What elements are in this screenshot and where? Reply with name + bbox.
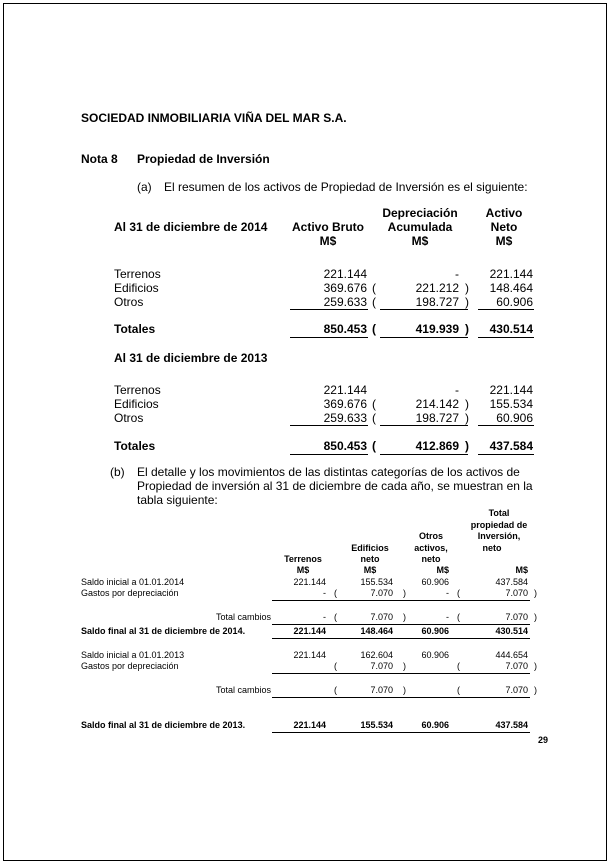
underline	[272, 732, 530, 733]
header-depreciacion-unit: M$	[411, 234, 429, 248]
otros-value: -	[446, 588, 449, 598]
totals-label: Totales	[114, 322, 156, 336]
underline	[272, 697, 530, 698]
note-number: Nota 8	[81, 152, 118, 166]
header-total-propiedad: propiedad de	[470, 520, 528, 530]
header-neto-unit: M$	[495, 234, 513, 248]
opening-label: Saldo inicial a 01.01.2014	[81, 577, 185, 587]
header-total-neto: neto	[482, 543, 502, 553]
net-value: 221.144	[489, 383, 533, 397]
period-label-2013: Al 31 de diciembre de 2013	[114, 351, 268, 365]
edificios-value: 155.534	[360, 577, 393, 587]
paren-open: (	[334, 661, 337, 671]
paren-open: (	[372, 322, 376, 336]
gross-value: 259.633	[323, 295, 367, 309]
terrenos-value: 221.144	[293, 650, 326, 660]
paren-close: )	[534, 588, 537, 598]
note-title: Propiedad de Inversión	[137, 152, 270, 166]
header-terrenos-unit: M$	[296, 565, 310, 575]
depreciation-label: Gastos por depreciación	[81, 588, 179, 598]
paren-close: )	[465, 397, 469, 411]
section-b-marker: (b)	[110, 465, 125, 479]
company-name: SOCIEDAD INMOBILIARIA VIÑA DEL MAR S.A.	[81, 111, 347, 125]
paren-open: (	[372, 281, 376, 295]
changes-label: Total cambios	[215, 685, 271, 695]
header-total: Total	[488, 508, 510, 518]
header-activo-bruto-unit: M$	[319, 234, 337, 248]
dep-value: -	[455, 383, 459, 397]
otros-value: -	[446, 612, 449, 622]
opening-label: Saldo inicial a 01.01.2013	[81, 650, 185, 660]
header-depreciacion: Depreciación	[382, 206, 458, 220]
section-b-intro: El detalle y los movimientos de las distintas categorías de los activos de Propiedad de inversión al 31 de diciembre de cada año, se muestran en la tabla siguiente:	[137, 465, 533, 507]
otros-value: 60.906	[421, 720, 449, 730]
edificios-value: 7.070	[370, 612, 393, 622]
section-a-intro: El resumen de los activos de Propiedad de Inversión es el siguiente:	[164, 180, 528, 194]
underline	[272, 638, 530, 639]
edificios-value: 7.070	[370, 685, 393, 695]
underline	[380, 454, 468, 455]
gross-value: 221.144	[323, 267, 367, 281]
terrenos-value: 221.144	[293, 577, 326, 587]
underline	[478, 454, 534, 455]
paren-close: )	[403, 588, 406, 598]
total-value: 7.070	[505, 685, 528, 695]
net-total: 430.514	[489, 322, 533, 336]
paren-close: )	[534, 612, 537, 622]
paren-close: )	[465, 322, 469, 336]
row-label: Otros	[114, 411, 144, 425]
net-value: 155.534	[489, 397, 533, 411]
dep-value: -	[455, 267, 459, 281]
gross-value: 369.676	[323, 397, 367, 411]
paren-open: (	[372, 411, 376, 425]
total-value: 7.070	[505, 661, 528, 671]
header-total-unit: M$	[515, 565, 528, 575]
paren-open: (	[457, 661, 460, 671]
paren-close: )	[465, 281, 469, 295]
dep-total: 419.939	[415, 322, 459, 336]
total-value: 7.070	[505, 612, 528, 622]
changes-label: Total cambios	[215, 612, 271, 622]
paren-open: (	[372, 295, 376, 309]
paren-close: )	[534, 685, 537, 695]
closing-label: Saldo final al 31 de diciembre de 2014.	[81, 626, 246, 636]
paren-open: (	[457, 612, 460, 622]
edificios-value: 155.534	[360, 720, 393, 730]
net-value: 60.906	[496, 295, 533, 309]
total-value: 444.654	[495, 650, 528, 660]
underline	[272, 673, 530, 674]
header-edificios-unit: M$	[363, 565, 377, 575]
otros-value: 60.906	[421, 626, 449, 636]
paren-open: (	[372, 397, 376, 411]
totals-label: Totales	[114, 439, 156, 453]
edificios-value: 7.070	[370, 661, 393, 671]
underline	[478, 425, 534, 426]
row-label: Terrenos	[114, 267, 161, 281]
header-activo: Activo	[485, 206, 523, 220]
row-label: Otros	[114, 295, 144, 309]
underline	[290, 337, 368, 338]
dep-value: 221.212	[415, 281, 459, 295]
gross-value: 259.633	[323, 411, 367, 425]
edificios-value: 162.604	[360, 650, 393, 660]
header-terrenos: Terrenos	[284, 554, 322, 564]
row-label: Edificios	[114, 281, 159, 295]
otros-value: 60.906	[421, 650, 449, 660]
otros-value: 60.906	[421, 577, 449, 587]
net-value: 221.144	[489, 267, 533, 281]
total-value: 7.070	[505, 588, 528, 598]
terrenos-value: 221.144	[293, 720, 326, 730]
row-label: Edificios	[114, 397, 159, 411]
net-value: 148.464	[489, 281, 533, 295]
net-total: 437.584	[489, 439, 533, 453]
underline	[380, 337, 468, 338]
paren-open: (	[334, 588, 337, 598]
section-a-marker: (a)	[137, 180, 152, 194]
dep-value: 198.727	[415, 411, 459, 425]
underline	[478, 337, 534, 338]
underline	[290, 425, 368, 426]
edificios-value: 7.070	[370, 588, 393, 598]
gross-total: 850.453	[323, 439, 367, 453]
paren-open: (	[334, 612, 337, 622]
paren-close: )	[465, 439, 469, 453]
dep-value: 198.727	[415, 295, 459, 309]
dep-value: 214.142	[415, 397, 459, 411]
paren-close: )	[403, 661, 406, 671]
paren-close: )	[403, 685, 406, 695]
underline	[272, 600, 530, 601]
closing-label: Saldo final al 31 de diciembre de 2013.	[81, 720, 246, 730]
paren-open: (	[372, 439, 376, 453]
total-value: 437.584	[495, 577, 528, 587]
underline	[478, 309, 534, 310]
header-otros-neto: neto	[421, 554, 441, 564]
header-edificios: Edificios	[351, 543, 389, 553]
paren-open: (	[334, 685, 337, 695]
underline	[290, 454, 368, 455]
header-neto: Neto	[490, 220, 518, 234]
row-label: Terrenos	[114, 383, 161, 397]
paren-close: )	[465, 411, 469, 425]
terrenos-value: -	[323, 588, 326, 598]
underline	[272, 624, 530, 625]
header-acumulada: Acumulada	[387, 220, 453, 234]
header-otros: Otros	[418, 531, 443, 541]
paren-close: )	[403, 612, 406, 622]
header-activo-bruto: Activo Bruto	[292, 220, 364, 234]
paren-close: )	[534, 661, 537, 671]
dep-total: 412.869	[415, 439, 459, 453]
paren-close: )	[465, 295, 469, 309]
header-total-inversion: Inversión,	[477, 531, 521, 541]
total-value: 437.584	[495, 720, 528, 730]
underline	[380, 425, 468, 426]
edificios-value: 148.464	[360, 626, 393, 636]
gross-value: 369.676	[323, 281, 367, 295]
total-value: 430.514	[495, 626, 528, 636]
terrenos-value: -	[323, 612, 326, 622]
paren-open: (	[457, 588, 460, 598]
header-otros-unit: M$	[436, 565, 449, 575]
period-label-2014: Al 31 de diciembre de 2014	[114, 220, 268, 234]
paren-open: (	[457, 685, 460, 695]
underline	[290, 309, 368, 310]
page-number: 29	[538, 735, 549, 745]
gross-total: 850.453	[323, 322, 367, 336]
header-otros-activos: activos,	[414, 543, 448, 553]
depreciation-label: Gastos por depreciación	[81, 661, 179, 671]
net-value: 60.906	[496, 411, 533, 425]
header-edificios-neto: neto	[360, 554, 380, 564]
terrenos-value: 221.144	[293, 626, 326, 636]
gross-value: 221.144	[323, 383, 367, 397]
underline	[380, 309, 468, 310]
